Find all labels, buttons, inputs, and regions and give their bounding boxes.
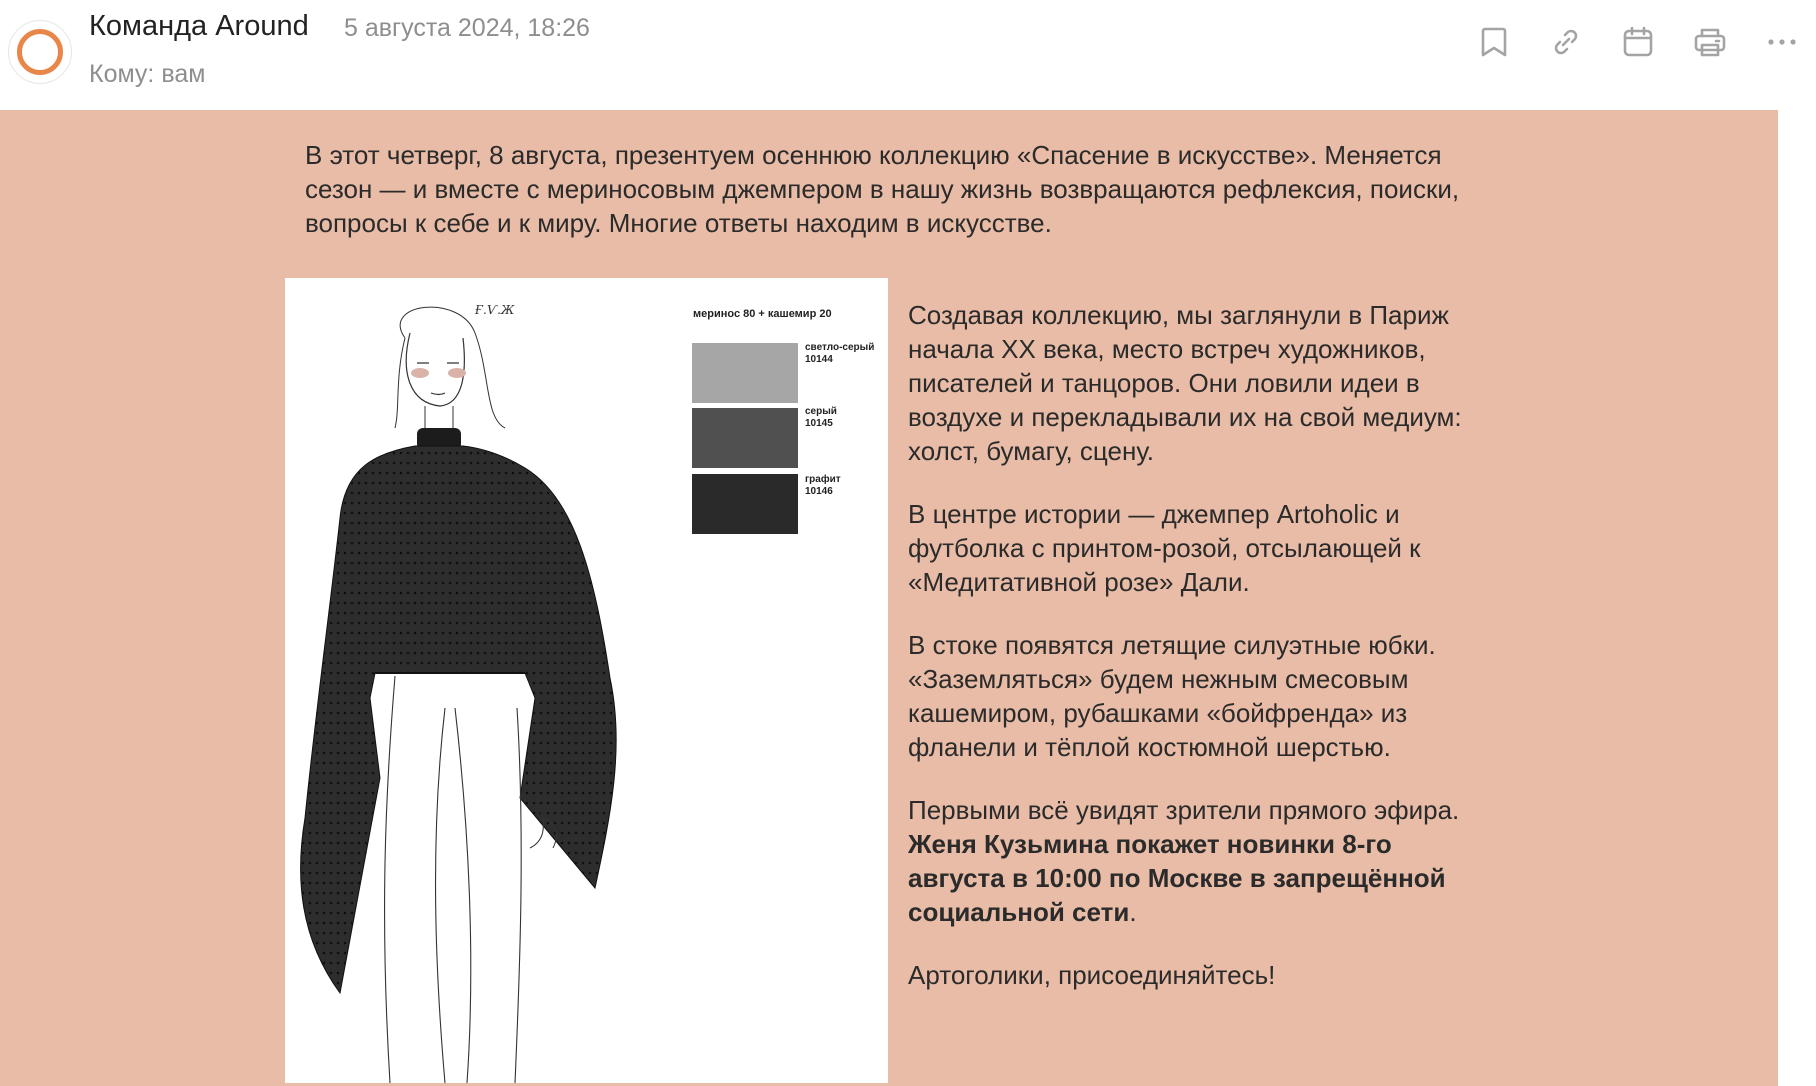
mail-header <box>0 0 1816 110</box>
sketch-signature: Ғ.Ѵ.Ж <box>475 303 515 317</box>
around-logo-icon <box>17 29 63 75</box>
swatch-label-gray: серый 10145 <box>805 406 837 429</box>
print-icon <box>1692 24 1728 60</box>
more-button[interactable] <box>1762 22 1802 62</box>
print-button[interactable] <box>1690 22 1730 62</box>
swatch-gray <box>692 408 798 468</box>
swatch-graphite <box>692 474 798 534</box>
swatch-label-graphite: графит 10146 <box>805 474 841 497</box>
sender-name[interactable]: Команда Around <box>89 10 309 42</box>
sender-avatar[interactable] <box>8 20 72 84</box>
calendar-icon <box>1620 24 1656 60</box>
paragraph-stock: В стоке появятся летящие силуэтные юбки. «Заземляться» будем нежным смесовым кашемиром, рубашками «бойфренда» из фланели и тёплой костюмной шерстью. <box>908 630 1436 762</box>
link-icon <box>1548 24 1584 60</box>
live-stream-highlight: Женя Кузьмина покажет новинки 8-го августа в 10:00 по Москве в запрещённой социальной сети <box>908 829 1446 927</box>
recipient-line: Кому: вам <box>89 60 206 88</box>
bookmark-button[interactable] <box>1474 22 1514 62</box>
calendar-button[interactable] <box>1618 22 1658 62</box>
paragraph-paris: Создавая коллекцию, мы заглянули в Париж начала XX века, место встреч художников, писателей и танцоров. Они ловили идеи в воздухе и перекладывали их на свой медиум: холст, бумагу, сцену. <box>908 300 1462 466</box>
intro-paragraph: В этот четверг, 8 августа, презентуем осеннюю коллекцию «Спасение в искусстве». Меняется сезон — и вместе с мериносовым джемпером в нашу жизнь возвращаются рефлексия, поиски, вопросы к себе и к миру. Многие ответы находим в искусстве. <box>305 140 1460 238</box>
copy-link-button[interactable] <box>1546 22 1586 62</box>
bookmark-icon <box>1476 24 1512 60</box>
mail-body <box>0 110 1778 1086</box>
swatch-light-gray <box>692 343 798 403</box>
paragraph-join: Артоголики, присоединяйтесь! <box>908 960 1276 990</box>
more-icon <box>1764 24 1800 60</box>
paragraph-live-stream: Первыми всё увидят зрители прямого эфира. Женя Кузьмина покажет новинки 8-го августа в 10:00 по Москве в запрещённой социальной сети. <box>908 795 1460 927</box>
paragraph-artoholic: В центре истории — джемпер Artoholic и футболка с принтом-розой, отсылающей к «Медитативной розе» Дали. <box>908 499 1421 597</box>
fashion-sketch-image[interactable] <box>285 278 888 1083</box>
swatch-label-light-gray: светло-серый 10144 <box>805 342 875 365</box>
mail-content <box>908 298 1488 1021</box>
mail-date: 5 августа 2024, 18:26 <box>344 14 590 42</box>
fabric-composition-label: меринос 80 + кашемир 20 <box>693 308 832 320</box>
